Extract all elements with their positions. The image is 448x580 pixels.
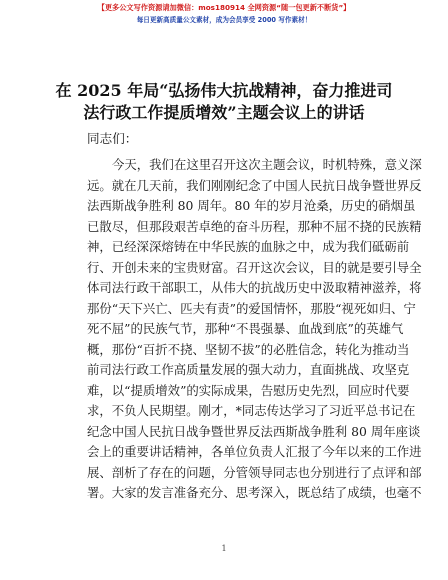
salutation: 同志们： xyxy=(87,131,138,146)
page-number: 1 xyxy=(221,544,227,553)
body-line: 求，不负人民期望。刚才，*同志传达学习了习近平总书记在 xyxy=(87,403,416,418)
body-line: 前司法行政工作高质量发展的强大动力，直面挑战、攻坚克 xyxy=(87,362,410,377)
promo-line-2: 每日更新高质量公文素材，成为会员享受 2000 写作素材！ xyxy=(136,16,312,24)
title-line-2: 法行政工作提质增效”主题会议上的讲话 xyxy=(83,103,365,122)
body-line: 会上的重要讲话精神，各单位负责人汇报了今年以来的工作进 xyxy=(87,444,422,459)
body-line: 神，已经深深熔铸在中华民族的血脉之中，成为我们砥砺前 xyxy=(87,239,410,254)
body-line: 难，以“提质增效”的实际成果，告慰历史先烈，回应时代要 xyxy=(87,382,410,398)
body-line: 那份“天下兴亡、匹夫有责”的爱国情怀，那股“视死如归、宁 xyxy=(87,300,416,316)
body-line: 概，那份“百折不挠、坚韧不拔”的必胜信念，转化为推动当 xyxy=(87,341,410,357)
body-line: 今天，我们在这里召开这次主题会议，时机特殊，意义深 xyxy=(112,157,422,172)
body-line: 展、剖析了存在的问题，分管领导同志也分别进行了点评和部 xyxy=(87,464,422,480)
title-line-1: 在 2025 年局“弘扬伟大抗战精神，奋力推进司 xyxy=(55,81,393,100)
body-line: 远。就在几天前，我们刚刚纪念了中国人民抗日战争暨世界反 xyxy=(87,177,422,193)
body-line: 行、开创未来的宝贵财富。召开这次会议，目的就是要引导全 xyxy=(87,259,422,275)
promo-line-1: 【更多公文写作资源请加微信：mos180914 全网资源“随一包更新不断货”】 xyxy=(97,3,351,12)
body-line: 死不屈”的民族气节，那种“不畏强暴、血战到底”的英雄气 xyxy=(87,321,404,336)
document-title xyxy=(0,80,448,124)
document-body xyxy=(87,155,422,504)
body-line: 署。大家的发言准备充分、思考深入，既总结了成绩，也毫不 xyxy=(87,485,422,500)
body-line: 已散尽，但那段艰苦卓绝的奋斗历程，那种不屈不挠的民族精 xyxy=(87,218,422,234)
body-line: 体司法行政干部职工，从伟大的抗战历史中汲取精神滋养，将 xyxy=(87,280,422,295)
body-line: 纪念中国人民抗日战争暨世界反法西斯战争胜利 80 周年座谈 xyxy=(87,423,421,439)
body-line: 法西斯战争胜利 80 周年。80 年的岁月沧桑，历史的硝烟虽 xyxy=(87,198,416,213)
promo-banner xyxy=(0,2,448,26)
